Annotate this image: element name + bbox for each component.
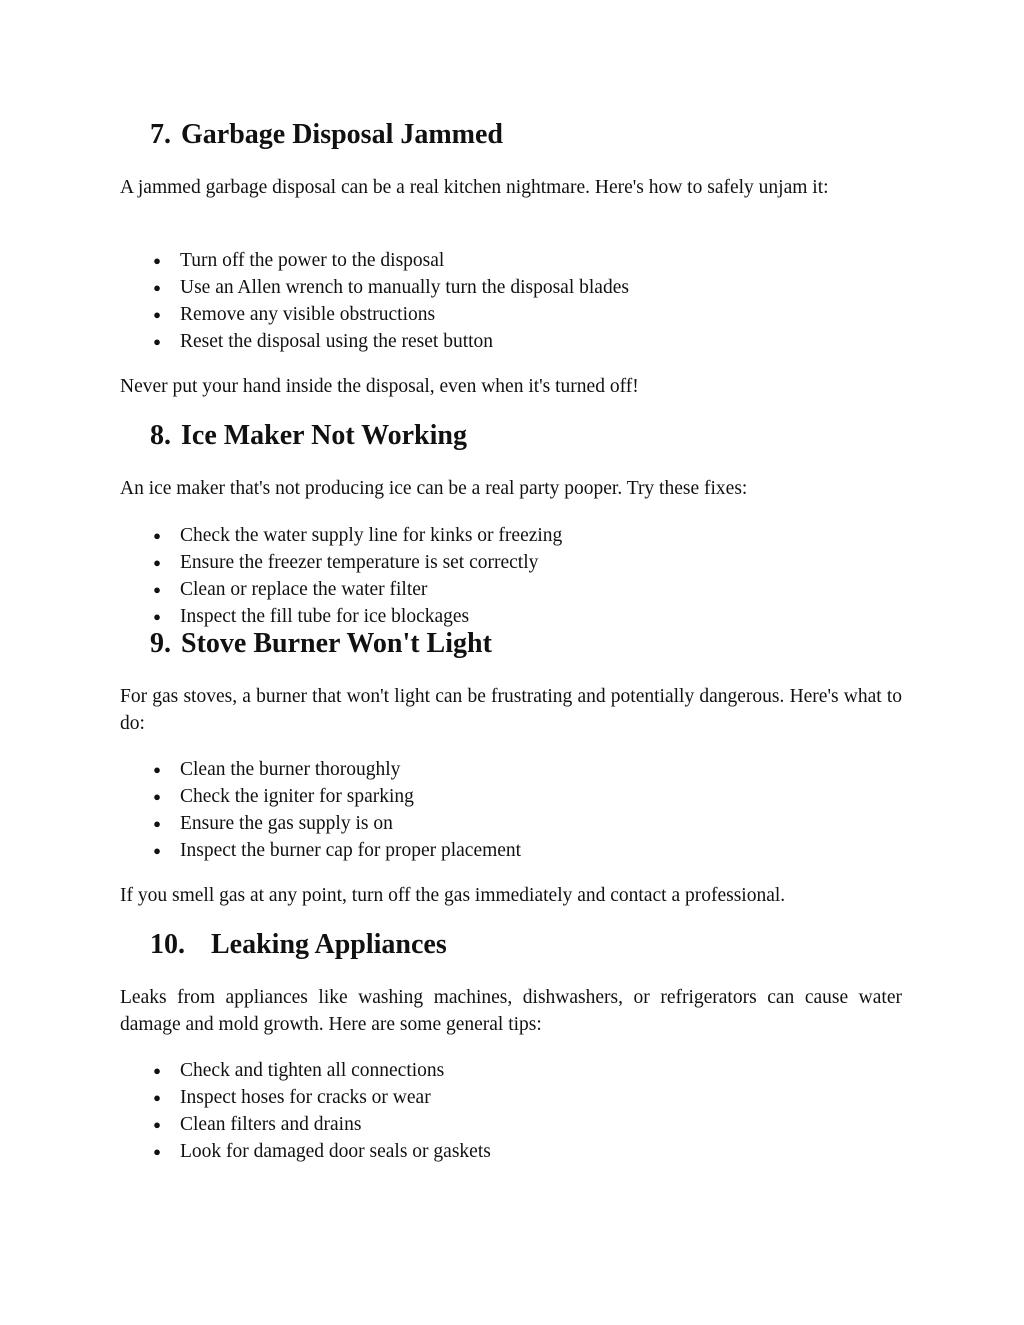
section-intro: An ice maker that's not producing ice can be a real party pooper. Try these fixes: xyxy=(120,478,748,499)
section-heading-stove-burner xyxy=(150,626,492,662)
bullet-icon: ● xyxy=(153,334,161,349)
section-intro: A jammed garbage disposal can be a real kitchen nightmare. Here's how to safely unjam it: xyxy=(120,177,829,198)
bullet-icon: ● xyxy=(153,789,161,804)
list-item: ● Check the igniter for sparking xyxy=(150,783,521,810)
tips-list xyxy=(150,1057,491,1165)
list-item: ● Inspect the burner cap for proper placement xyxy=(150,837,521,864)
section-number: 8. xyxy=(150,420,171,451)
section-title: Garbage Disposal Jammed xyxy=(181,119,503,150)
bullet-icon: ● xyxy=(153,1144,161,1159)
list-item: ● Inspect the fill tube for ice blockages xyxy=(150,603,562,630)
bullet-icon: ● xyxy=(153,609,161,624)
warning-note: Never put your hand inside the disposal, even when it's turned off! xyxy=(120,376,639,397)
section-number: 10. xyxy=(150,929,185,960)
tips-list xyxy=(150,247,629,355)
list-item: ● Remove any visible obstructions xyxy=(150,301,629,328)
list-item: ● Check the water supply line for kinks or freezing xyxy=(150,522,562,549)
section-title: Ice Maker Not Working xyxy=(181,420,467,451)
section-heading-leaking-appliances xyxy=(150,927,447,963)
section-heading-garbage-disposal xyxy=(150,117,503,153)
bullet-icon: ● xyxy=(153,307,161,322)
bullet-icon: ● xyxy=(153,762,161,777)
section-intro: Leaks from appliances like washing machines, dishwashers, or refrigerators can cause water damage and mold growth. Here are some general tips: xyxy=(120,987,902,1035)
tips-list xyxy=(150,756,521,864)
list-item: ● Clean the burner thoroughly xyxy=(150,756,521,783)
section-title: Leaking Appliances xyxy=(211,929,447,960)
list-item: ● Inspect hoses for cracks or wear xyxy=(150,1084,491,1111)
list-item: ● Ensure the freezer temperature is set correctly xyxy=(150,549,562,576)
section-number: 9. xyxy=(150,628,171,659)
bullet-icon: ● xyxy=(153,1063,161,1078)
warning-note: If you smell gas at any point, turn off the gas immediately and contact a professional. xyxy=(120,885,786,906)
bullet-icon: ● xyxy=(153,253,161,268)
list-item: ● Clean or replace the water filter xyxy=(150,576,562,603)
list-item: ● Use an Allen wrench to manually turn the disposal blades xyxy=(150,274,629,301)
bullet-icon: ● xyxy=(153,1117,161,1132)
section-number: 7. xyxy=(150,119,171,150)
list-item: ● Check and tighten all connections xyxy=(150,1057,491,1084)
list-item: ● Clean filters and drains xyxy=(150,1111,491,1138)
bullet-icon: ● xyxy=(153,280,161,295)
bullet-icon: ● xyxy=(153,582,161,597)
bullet-icon: ● xyxy=(153,1090,161,1105)
bullet-icon: ● xyxy=(153,555,161,570)
list-item: ● Ensure the gas supply is on xyxy=(150,810,521,837)
list-item: ● Reset the disposal using the reset button xyxy=(150,328,629,355)
bullet-icon: ● xyxy=(153,816,161,831)
list-item: ● Turn off the power to the disposal xyxy=(150,247,629,274)
bullet-icon: ● xyxy=(153,843,161,858)
list-item: ● Look for damaged door seals or gaskets xyxy=(150,1138,491,1165)
tips-list xyxy=(150,522,562,630)
section-title: Stove Burner Won't Light xyxy=(181,628,492,659)
section-intro: For gas stoves, a burner that won't light can be frustrating and potentially dangerous. Here's what to do: xyxy=(120,686,902,734)
section-heading-ice-maker xyxy=(150,418,467,454)
bullet-icon: ● xyxy=(153,528,161,543)
